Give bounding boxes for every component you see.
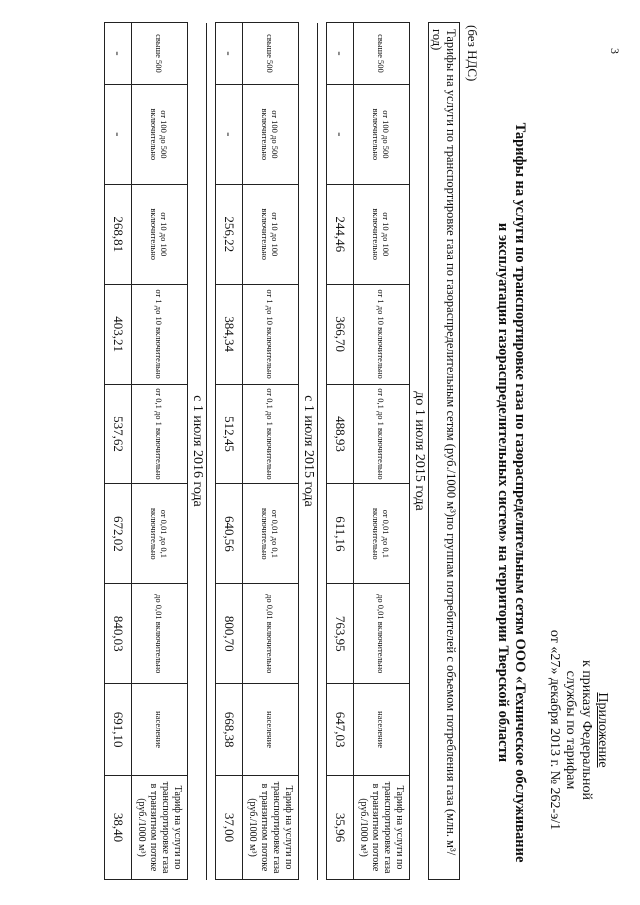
table-row: [327, 23, 354, 880]
tariff-value: 488,93: [327, 384, 354, 484]
column-header: население: [354, 684, 410, 776]
column-header: свыше 500: [354, 23, 410, 85]
column-header: от 1 до 10 включительно: [243, 284, 299, 384]
title-line: и эксплуатация газораспределительных систем» на территории Тверской области: [495, 222, 511, 763]
column-header: население: [243, 684, 299, 776]
column-header: от 10 до 100 включительно: [243, 184, 299, 284]
column-header: от 10 до 100 включительно: [354, 184, 410, 284]
column-header: от 0,01 до 0,1 включительно: [132, 484, 188, 584]
column-header: население: [132, 684, 188, 776]
tariff-value: -: [216, 84, 243, 184]
tariff-value: -: [327, 23, 354, 85]
document-title: [494, 120, 528, 865]
column-header: от 0,01 до 0,1 включительно: [243, 484, 299, 584]
tariff-value: 672,02: [105, 484, 132, 584]
column-header: от 1 до 10 включительно: [132, 284, 188, 384]
appendix-line: от «27» декабря 2013 г. № 262-э/1: [547, 629, 562, 831]
appendix-block: [546, 615, 610, 845]
tariff-value: 384,34: [216, 284, 243, 384]
table-header: Тарифы на услуги по транспортировке газа по газораспределительным сетям (руб./1000 м³)по группам потребителей с объемом потребления газа (млн. м³/год): [429, 23, 460, 880]
title-line: Тарифы на услуги по транспортировке газа по газораспределительным сетям ООО «Техническое обслуживание: [512, 122, 528, 863]
column-header: от 0,1 до 1 включительно: [132, 384, 188, 484]
tariff-value: 537,62: [105, 384, 132, 484]
column-header: до 0,01 включительно: [354, 584, 410, 684]
tariff-value: 244,46: [327, 184, 354, 284]
tariff-value: 512,45: [216, 384, 243, 484]
table-row: [216, 23, 243, 880]
tariff-value: 668,38: [216, 684, 243, 776]
tariff-value: 840,03: [105, 584, 132, 684]
tariff-value: 366,70: [327, 284, 354, 384]
tariff-value: 647,03: [327, 684, 354, 776]
tariff-value: 37,00: [216, 776, 243, 880]
column-header: от 10 до 100 включительно: [132, 184, 188, 284]
tariff-value: -: [105, 84, 132, 184]
appendix-line: к приказу Федеральной: [579, 660, 594, 800]
column-header: от 100 до 500 включительно: [354, 84, 410, 184]
no-vat-note: (без НДС): [465, 25, 480, 82]
period-label: до 1 июля 2015 года: [410, 23, 429, 880]
tariff-value: 268,81: [105, 184, 132, 284]
tariff-value: -: [327, 84, 354, 184]
column-header: от 1 до 10 включительно: [354, 284, 410, 384]
appendix-title: Приложение: [595, 692, 610, 768]
column-header: от 0,01 до 0,1 включительно: [354, 484, 410, 584]
column-header: Тариф на услуги по транспортировке газа в транзитном потоке (руб./1000 м³): [243, 776, 299, 880]
column-header: до 0,01 включительно: [132, 584, 188, 684]
page-number: 3: [608, 48, 622, 54]
column-header: от 0,1 до 1 включительно: [243, 384, 299, 484]
tariff-value: 35,96: [327, 776, 354, 880]
period-label: с 1 июля 2015 года: [299, 23, 318, 880]
tariff-value: 611,16: [327, 484, 354, 584]
column-header: Тариф на услуги по транспортировке газа в транзитном потоке (руб./1000 м³): [132, 776, 188, 880]
tariff-value: 403,21: [105, 284, 132, 384]
period-label: с 1 июля 2016 года: [188, 23, 207, 880]
tariff-table: [104, 22, 460, 880]
column-header: до 0,01 включительно: [243, 584, 299, 684]
column-header: от 100 до 500 включительно: [132, 84, 188, 184]
column-header: свыше 500: [243, 23, 299, 85]
column-header: свыше 500: [132, 23, 188, 85]
tariff-value: 800,70: [216, 584, 243, 684]
column-header: от 0,1 до 1 включительно: [354, 384, 410, 484]
tariff-value: 691,10: [105, 684, 132, 776]
column-header: от 100 до 500 включительно: [243, 84, 299, 184]
table-row: [105, 23, 132, 880]
tariff-value: 38,40: [105, 776, 132, 880]
tariff-value: 640,56: [216, 484, 243, 584]
tariff-value: -: [105, 23, 132, 85]
column-header: Тариф на услуги по транспортировке газа в транзитном потоке (руб./1000 м³): [354, 776, 410, 880]
tariff-value: -: [216, 23, 243, 85]
appendix-line: службы по тарифам: [563, 670, 578, 790]
tariff-value: 763,95: [327, 584, 354, 684]
tariff-value: 256,22: [216, 184, 243, 284]
